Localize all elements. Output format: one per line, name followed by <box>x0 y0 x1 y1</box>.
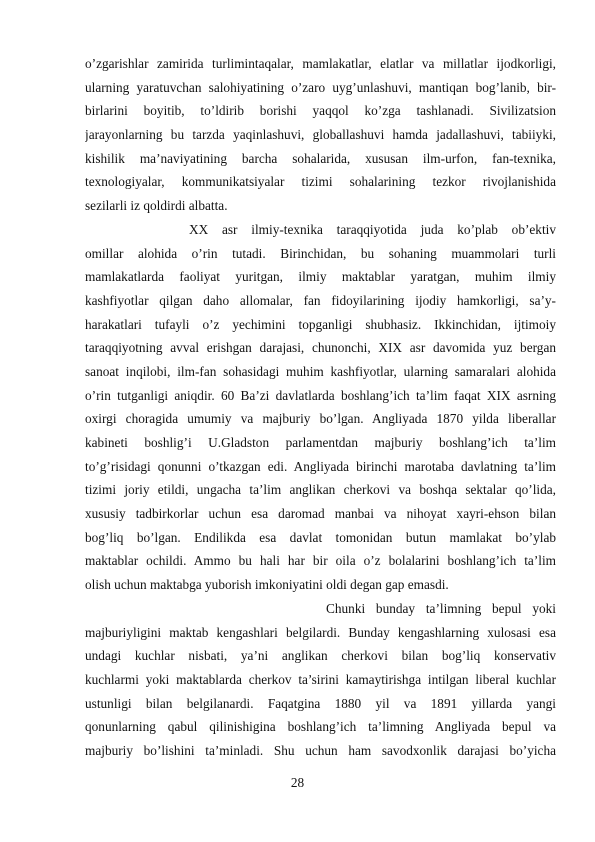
page-number: 28 <box>290 775 305 790</box>
text-line: texnologiyalar, kommunikatsiyalar tizimi sohalarining tezkor rivojlanishida <box>85 174 556 190</box>
text-line: maktablar ochildi. Ammo bu hali har bir oila o’z bolalarini boshlang’ich ta’lim <box>85 553 556 569</box>
text-line: omillar alohida o’rin tutadi. Birinchidan, bu sohaning muammolari turli <box>85 245 556 261</box>
text-line: majburiyligini maktab kengashlari belgilardi. Bunday kengashlarning xulosasi esa <box>85 624 556 640</box>
text-line: qonunlarning qabul qilinishigina boshlang’ich ta’limning Angliyada bepul va <box>85 719 556 735</box>
text-line: mamlakatlarda faoliyat yuritgan, ilmiy maktablar yaratgan, muhim ilmiy <box>85 269 556 285</box>
text-line: jarayonlarning bu tarzda yaqinlashuvi, globallashuvi hamda jadallashuvi, tabiiyki, <box>85 127 556 143</box>
text-line: taraqqiyotning avval erishgan darajasi, chunonchi, XIX asr davomida yuz bergan <box>85 340 556 356</box>
text-line: o’zgarishlar zamirida turlimintaqalar, mamlakatlar, elatlar va millatlar ijodkorligi, <box>85 56 556 71</box>
text-line: kishilik ma’naviyatining barcha sohalarida, xususan ilm-urfon, fan-texnika, <box>85 150 556 166</box>
text-line: majburiy bo’lishini ta’minladi. Shu uchun ham savodxonlik darajasi bo’yicha <box>85 742 556 758</box>
text-line: birlarini boyitib, to’ldirib borishi yaqqol ko’zga tashlanadi. Sivilizatsion <box>85 103 556 119</box>
text-line: bog’liq bo’lgan. Endilikda esa davlat tomonidan butun mamlakat bo’ylab <box>85 529 556 545</box>
text-line: Chunki bunday ta’limning bepul yoki <box>326 600 556 616</box>
text-line: harakatlari tufayli o’z yechimini topganligi shubhasiz. Ikkinchidan, ijtimoiy <box>85 316 556 332</box>
text-line: XX asr ilmiy-texnika taraqqiyotida juda ko’plab ob’ektiv <box>189 221 556 237</box>
text-line: sanoat inqilobi, ilm-fan sohasidagi muhim kashfiyotlar, ularning samaralari alohida <box>85 363 556 379</box>
text-line: tizimi joriy etildi, ungacha ta’lim anglikan cherkovi va boshqa sektalar qo’lida, <box>85 482 556 498</box>
text-line: kashfiyotlar qilgan daho allomalar, fan fidoyilarining ijodiy hamkorligi, sa’y- <box>85 292 556 308</box>
text-line: xususiy tadbirkorlar uchun esa daromad manbai va nihoyat xayri-ehson bilan <box>85 506 556 522</box>
text-line: sezilarli iz qoldirdi albatta. <box>85 198 228 214</box>
text-line: o’rin tutganligi aniqdir. 60 Ba’zi davlatlarda boshlang’ich ta’lim faqat XIX asrning <box>85 387 556 403</box>
text-line: undagi kuchlar nisbati, ya’ni anglikan cherkovi bilan bog’liq konservativ <box>85 648 556 664</box>
text-line: to’g’risidagi qonunni o’tkazgan edi. Angliyada birinchi marotaba davlatning ta’lim <box>85 458 556 474</box>
body-text <box>85 52 556 763</box>
text-line: ustunligi bilan belgilanardi. Faqatgina 1880 yil va 1891 yillarda yangi <box>85 695 556 711</box>
text-line: olish uchun maktabga yuborish imkoniyatini oldi degan gap emasdi. <box>85 577 449 593</box>
text-line: oxirgi choragida umumiy va majburiy bo’lgan. Angliyada 1870 yilda liberallar <box>85 411 556 427</box>
text-line: kabineti boshlig’i U.Gladston parlamentdan majburiy boshlang’ich ta’lim <box>85 435 556 450</box>
text-line: ularning yaratuvchan salohiyatining o’zaro uyg’unlashuvi, mantiqan bog’lanib, bir- <box>85 79 556 95</box>
text-line: kuchlarmi yoki maktablarda cherkov ta’sirini kamaytirishga intilgan liberal kuchlar <box>85 671 556 687</box>
